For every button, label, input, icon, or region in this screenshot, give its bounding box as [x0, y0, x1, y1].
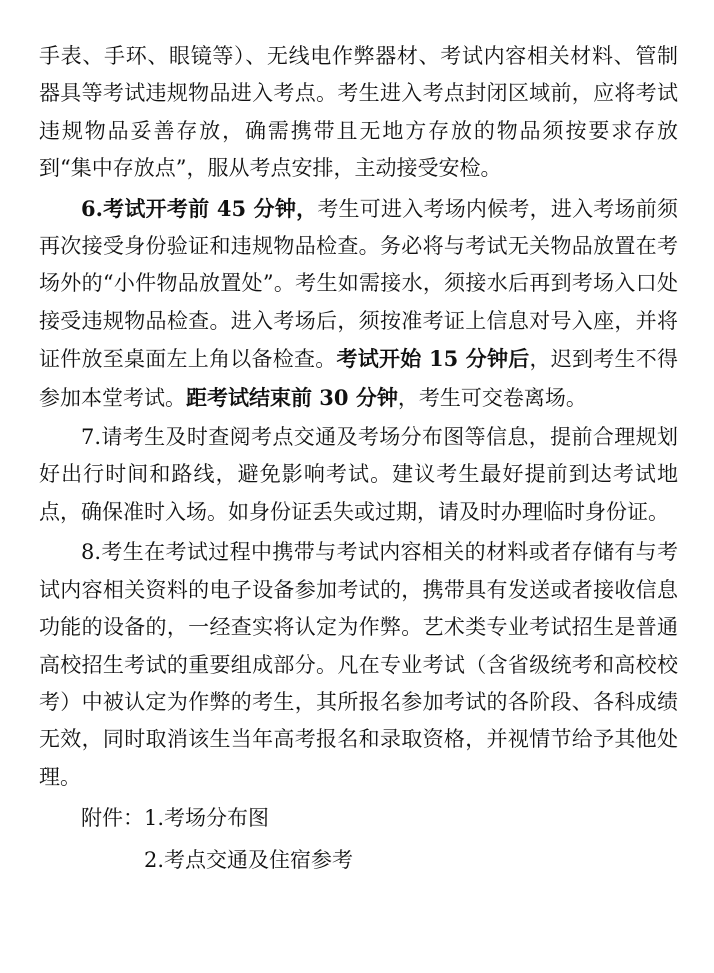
paragraph-item-7: 7.请考生及时查阅考点交通及考场分布图等信息，提前合理规划好出行时间和路线，避免影响考试。建议考生最好提前到达考试地点，确保准时入场。如身份证丢失或过期，请及时办理临时身份证。: [39, 425, 678, 524]
attachment-label: 附件：: [81, 806, 144, 831]
paragraph-item-6: [39, 190, 678, 417]
attachment-item-1: 1.考场分布图: [144, 806, 270, 831]
item-6-lead: 6.考试开考前 45 分钟，: [81, 195, 318, 221]
paragraph-prohibited-items: 手表、手环、眼镜等）、无线电作弊器材、考试内容相关材料、管制器具等考试违规物品进入考点。考生进入考点封闭区域前，应将考试违规物品妥善存放，确需携带且无地方存放的物品须按要求存放到“集中存放点”，服从考点安排，主动接受安检。: [39, 44, 678, 181]
item-6-leave-rule: 距考试结束前 30 分钟: [186, 384, 398, 410]
item-6-text: 考生可进入考场内候考，进入考场前须再次接受身份验证和违规物品检查。务必将与考试无关物品放置在考场外的“小件物品放置处”。考生如需接水，须接水后再到考场入口处接受违规物品检查。进入考场后，须按准考证上信息对号入座，并将证件放至桌面左上角以备检查。: [39, 196, 678, 372]
item-6-late-text: ，迟到考生不得参加本堂考试。: [39, 347, 678, 410]
item-6-late-rule: 考试开始 15 分钟后: [336, 346, 530, 372]
item-6-leave-text: ，考生可交卷离场。: [397, 385, 587, 410]
attachment-item-2: 2.考点交通及住宿参考: [144, 847, 354, 872]
attachment-line-1: [39, 800, 678, 837]
attachment-line-2: [39, 842, 678, 879]
paragraph-item-8: 8.考生在考试过程中携带与考试内容相关的材料或者存储有与考试内容相关资料的电子设备参加考试的，携带具有发送或者接收信息功能的设备的，一经查实将认定为作弊。艺术类专业考试招生是普通高校招生考试的重要组成部分。凡在专业考试（含省级统考和高校校考）中被认定为作弊的考生，其所报名参加考试的各阶段、各科成绩无效，同时取消该生当年高考报名和录取资格，并视情节给予其他处理。: [39, 540, 678, 789]
